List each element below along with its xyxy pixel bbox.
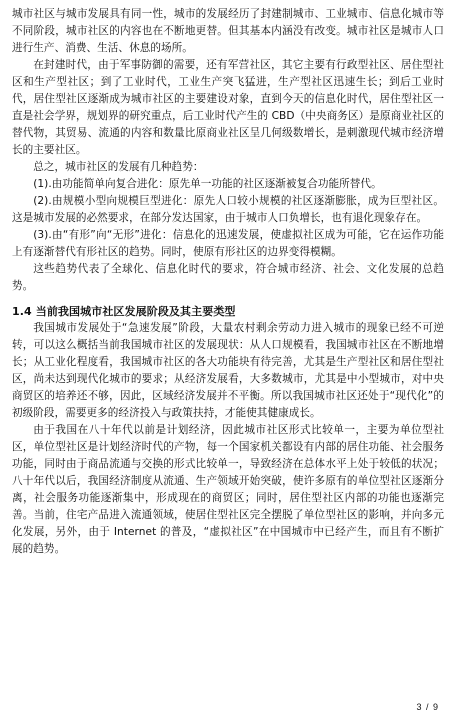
document-content [12, 6, 444, 558]
paragraph-urban-community-identity: 城市社区与城市发展具有同一性，城市的发展经历了封建制城市、工业城市、信息化城市等不同阶段，城市社区的内容也在不断地更替。但其基本内涵没有改变。城市社区是城市人口进行生产、消费、生活、休息的场所。 [12, 8, 444, 54]
paragraph-current-stage: 我国城市发展处于“急速发展”阶段，大量农村剩余劳动力进入城市的现象已经不可逆转，可以这么概括当前我国城市社区的发展现状：从人口规模看，我国城市社区在不断地增长；从工业化程度看，我国城市社区的各大功能块有待完善，尤其是生产型社区和居住型社区，尚未达到现代化城市的要求；从经济发展看，大多数城市，尤其是中小型城市，对中央商贸区的培养还不够，因此，区域经济发展并不平衡。所以我国城市社区还处于“现代化”的初级阶段，需要更多的经济投入与政策扶持，才能使其健康成长。 [12, 322, 444, 419]
page-number: 3 / 9 [416, 702, 439, 712]
paragraph-community-history: 在封建时代，由于军事防御的需要，还有军营社区，其它主要有行政型社区、居住型社区和生产型社区；到了工业时代，工业生产突飞猛进，生产型社区迅速生长；到后工业时代，居住型社区逐渐成为城市社区的主要建设对象，直到今天的信息化时代，居住型社区一直是社会学界，规划界的研究重点，后工业时代产生的 CBD（中央商务区）是原商业社区的替代物，其贸易、流通的内容和数量比原商业社区呈几何级数增长，是刺激现代城市经济增长的主要社区。 [12, 59, 444, 156]
section-spacing [12, 295, 444, 303]
paragraph-community-types: 由于我国在八十年代以前是计划经济，因此城市社区形式比较单一，主要为单位型社区，单位型社区是计划经济时代的产物，每一个国家机关都设有内部的居住功能、社会服务功能，同时由于商品流通与交换的形式比较单一，导致经济在总体水平上处于较低的状况；八十年代以后，我国经济制度从流通、生产领域开始突破，使许多原有的单位型社区逐渐分离，社会服务功能逐渐集中，形成现在的商贸区；同时，居住型社区内部的功能也逐渐完善。当前，住宅产品进入流通领域，使居住型社区完全摆脱了单位型社区的影响，并向多元化发展，另外，由于 Internet 的普及，“虚拟社区”在中国城市中已经产生，而且有不断扩展的趋势。 [12, 424, 444, 555]
paragraph-trend-1: (1).由功能简单向复合进化：原先单一功能的社区逐渐被复合功能所替代。 [33, 178, 382, 190]
paragraph-trend-conclusion: 这些趋势代表了全球化、信息化时代的要求，符合城市经济、社会、文化发展的总趋势。 [12, 263, 444, 292]
paragraph-trend-3: (3).由“有形”向“无形”进化：信息化的迅速发展，使虚拟社区成为可能，它在运作功能上有逐渐替代有形社区的趋势。同时，使原有形社区的边界变得模糊。 [12, 229, 444, 258]
paragraph-trend-2: (2).由规模小型向规模巨型进化：原先人口较小规模的社区逐渐膨胀，成为巨型社区。这是城市发展的必然要求，在部分发达国家，由于城市人口负增长，也有退化现象存在。 [12, 195, 444, 224]
section-heading: 1.4 当前我国城市社区发展阶段及其主要类型 [12, 305, 236, 318]
paragraph-trend-summary: 总之，城市社区的发展有几种趋势： [33, 161, 204, 173]
